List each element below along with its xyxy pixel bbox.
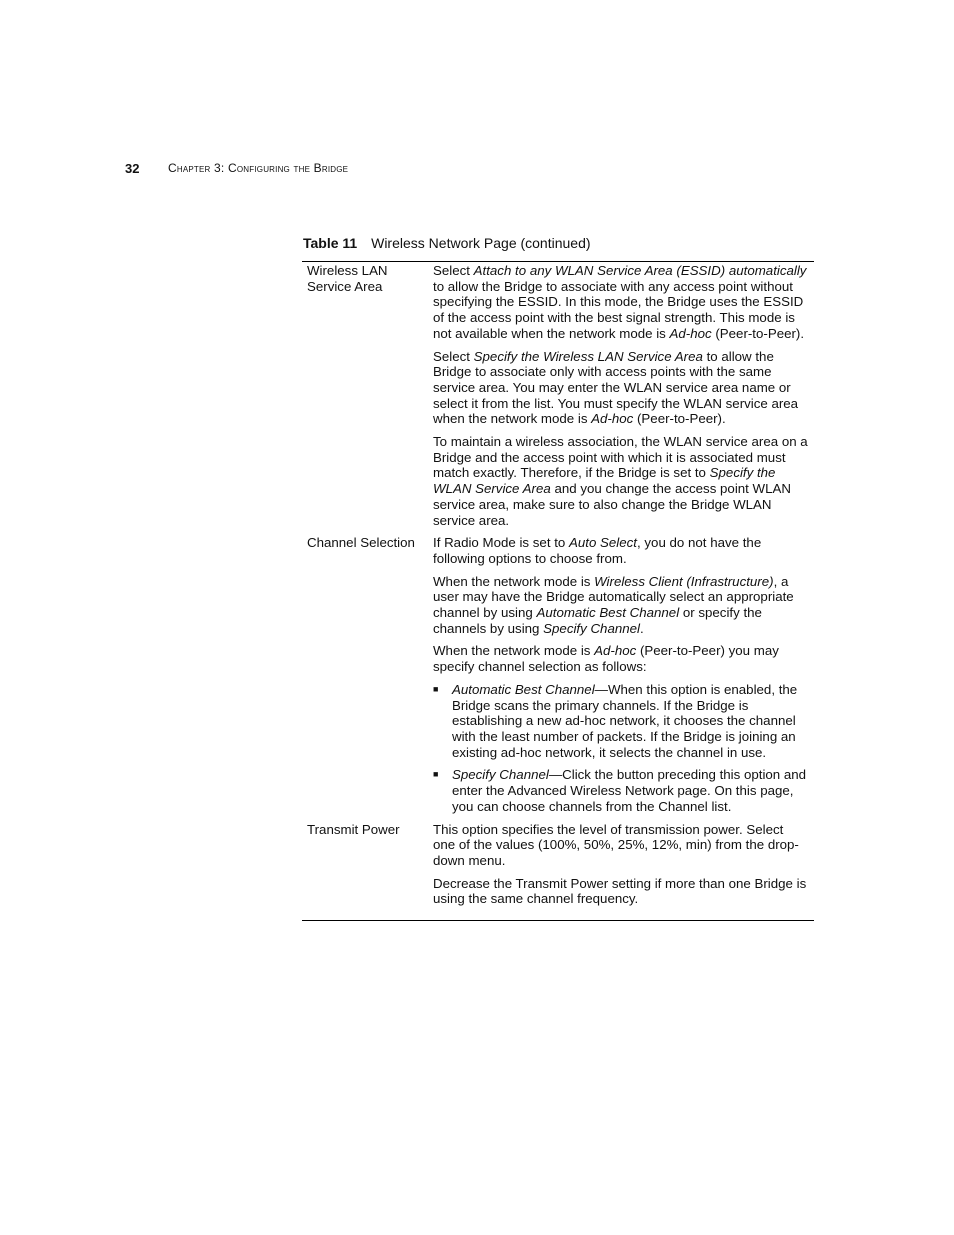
description-paragraph (433, 822, 809, 869)
table-caption (303, 235, 591, 251)
text-run: Decrease the Transmit Power setting if more than one Bridge is using the same channel frequency. (433, 875, 807, 907)
bullet-item (433, 682, 809, 761)
table-row (302, 822, 814, 915)
emphasis-text: Ad-hoc (594, 643, 637, 659)
emphasis-text: Automatic Best Channel (536, 605, 680, 621)
description-paragraph (433, 434, 809, 528)
emphasis-text: Automatic Best Channel (452, 681, 595, 697)
text-run: To maintain a wireless association, the WLAN service area on a Bridge and the access point with which it is associated must match exactly. Therefore, if the Bridge is set to (433, 434, 808, 481)
settings-table (302, 261, 814, 921)
emphasis-text: Auto Select (569, 535, 638, 551)
text-run: If Radio Mode is set to (433, 535, 569, 551)
description-paragraph (433, 643, 809, 674)
chapter-title: Chapter 3: Configuring the Bridge (168, 161, 349, 175)
emphasis-text: Specify Channel (452, 767, 549, 783)
bullet-square-icon: ■ (433, 683, 439, 694)
text-run: (Peer-to-Peer). (633, 411, 726, 427)
bullet-text (452, 682, 809, 761)
emphasis-text: Ad-hoc (591, 411, 634, 427)
row-label: Channel Selection (307, 535, 415, 551)
emphasis-text: Specify Channel (543, 620, 640, 636)
text-run: —When this option is enabled, the Bridge scans the primary channels. If the Bridge is establishing a new ad-hoc network, it chooses the channel with the least number of packets. If the Bridge is joining an existing ad-hoc network, it selects the channel in use. (452, 681, 798, 760)
text-run: Select (433, 348, 474, 364)
emphasis-text: Wireless Client (Infrastructure) (594, 573, 774, 589)
emphasis-text: Specify the WLAN Service Area (433, 465, 776, 497)
description-paragraph (433, 263, 809, 342)
text-run: —Click the button preceding this option and enter the Advanced Wireless Network page. On this page, you can choose channels from the Channel list. (452, 767, 807, 814)
text-run: When the network mode is (433, 643, 595, 659)
row-description (433, 262, 809, 535)
text-run: to allow the Bridge to associate with any access point without specifying the ESSID. In this mode, the Bridge uses the ESSID of the access point with the best signal strength. This mode is not available when the network mode is (433, 278, 804, 341)
text-run: to allow the Bridge to associate only with access points with the same service area. You may enter the WLAN service area name or select it from the list. You must specify the WLAN service area when the network mode is (433, 348, 799, 427)
text-run: , a user may have the Bridge automatically select an appropriate channel by using (433, 573, 794, 621)
table-row (302, 535, 814, 821)
row-description (433, 822, 809, 915)
bullet-square-icon: ■ (433, 769, 439, 780)
text-run: (Peer-to-Peer) you may specify channel selection as follows: (433, 643, 779, 675)
text-run: , you do not have the following options to choose from. (433, 535, 762, 566)
description-paragraph (433, 535, 809, 566)
text-run: or specify the channels by using (433, 605, 762, 636)
row-description (433, 535, 809, 821)
page-number: 32 (125, 161, 140, 176)
text-run: . (640, 620, 644, 636)
page-header (125, 161, 348, 176)
description-paragraph (433, 349, 809, 428)
table-number: Table 11 (303, 235, 358, 251)
emphasis-text: Attach to any WLAN Service Area (ESSID) automatically (473, 263, 807, 278)
text-run: Select (433, 263, 474, 278)
row-label: Transmit Power (307, 821, 400, 837)
table-row (302, 262, 814, 535)
bullet-text (452, 767, 809, 814)
text-run: When the network mode is (433, 573, 595, 589)
table-title: Wireless Network Page (continued) (371, 235, 591, 251)
bullet-item (433, 767, 809, 814)
emphasis-text: Ad-hoc (669, 325, 712, 341)
description-paragraph (433, 876, 809, 907)
text-run: (Peer-to-Peer). (711, 325, 805, 341)
row-label: Wireless LAN Service Area (307, 263, 388, 294)
description-paragraph (433, 574, 809, 637)
emphasis-text: Specify the Wireless LAN Service Area (473, 348, 703, 364)
text-run: This option specifies the level of transmission power. Select one of the values (100%, 50%, 25%, 12%, min) from the drop-down menu. (433, 821, 799, 868)
text-run: and you change the access point WLAN service area, make sure to also change the Bridge WLAN service area. (433, 481, 791, 528)
